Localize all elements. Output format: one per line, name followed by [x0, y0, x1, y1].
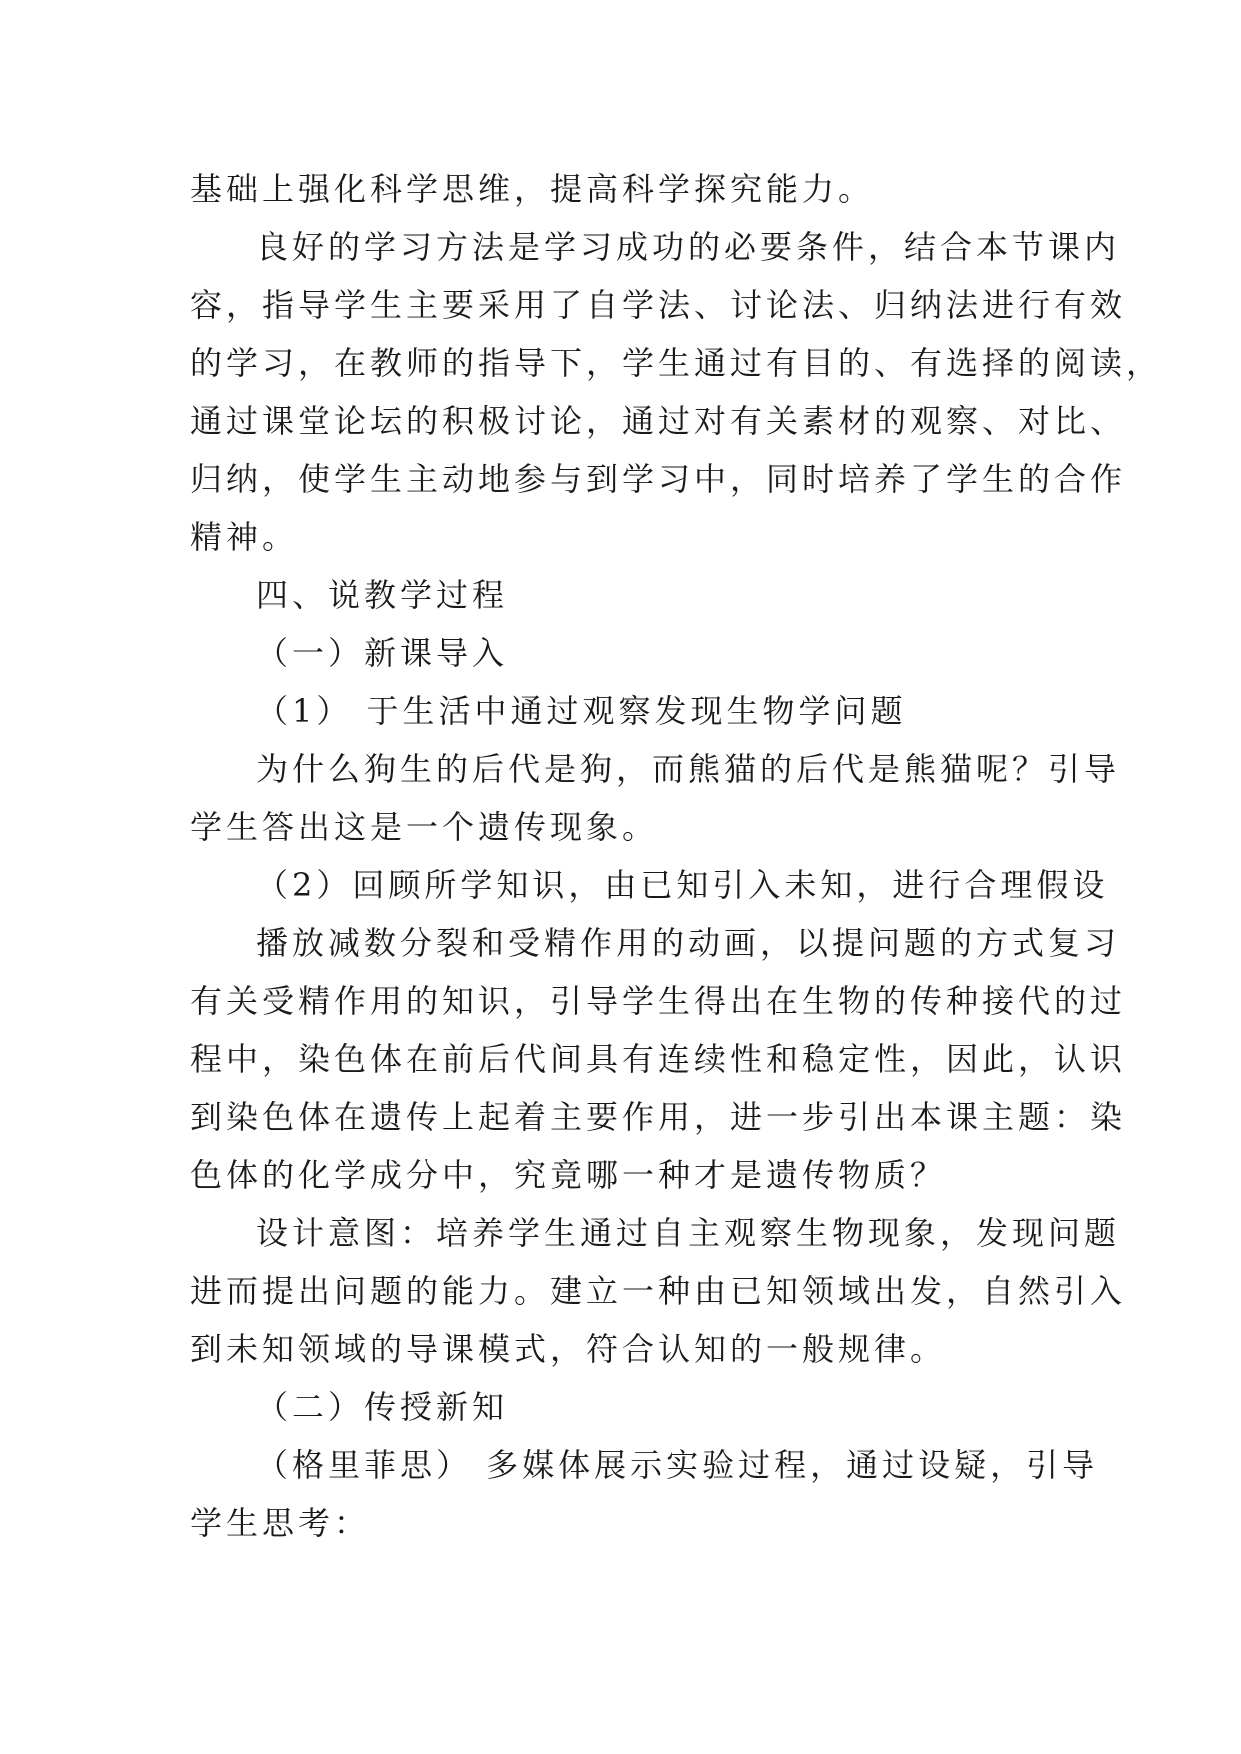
text-line: 到未知领域的导课模式，符合认知的一般规律。: [190, 1330, 947, 1368]
text-line: 色体的化学成分中，究竟哪一种才是遗传物质？: [190, 1156, 947, 1194]
section-heading: 四、说教学过程: [256, 576, 509, 614]
text-line: 容，指导学生主要采用了自学法、讨论法、归纳法进行有效: [190, 286, 1127, 324]
subsection-heading: （一）新课导入: [256, 634, 509, 672]
text-line: 为什么狗生的后代是狗，而熊猫的后代是熊猫呢？引导: [256, 750, 1121, 788]
text-line: 程中，染色体在前后代间具有连续性和稳定性，因此，认识: [190, 1040, 1127, 1078]
text-line: 播放减数分裂和受精作用的动画，以提问题的方式复习: [256, 924, 1121, 962]
text-line: 归纳，使学生主动地参与到学习中，同时培养了学生的合作: [190, 460, 1127, 498]
text-line: 到染色体在遗传上起着主要作用，进一步引出本课主题：染: [190, 1098, 1127, 1136]
text-line: 设计意图：培养学生通过自主观察生物现象，发现问题: [256, 1214, 1121, 1252]
text-line: 进而提出问题的能力。建立一种由已知领域出发，自然引入: [190, 1272, 1127, 1310]
text-line: 基础上强化科学思维，提高科学探究能力。: [190, 170, 875, 208]
text-line: 通过课堂论坛的积极讨论，通过对有关素材的观察、对比、: [190, 402, 1127, 440]
text-line: 良好的学习方法是学习成功的必要条件，结合本节课内: [256, 228, 1121, 266]
text-line: 的学习，在教师的指导下，学生通过有目的、有选择的阅读，: [190, 344, 1163, 382]
document-body: [190, 160, 1163, 1552]
text-line: （格里菲思） 多媒体展示实验过程，通过设疑，引导: [256, 1446, 1099, 1484]
item-heading: （1） 于生活中通过观察发现生物学问题: [256, 692, 907, 730]
text-line: 学生答出这是一个遗传现象。: [190, 808, 659, 846]
text-line: 学生思考：: [190, 1504, 371, 1542]
item-heading: （2）回顾所学知识，由已知引入未知，进行合理假设: [256, 866, 1109, 904]
text-line: 有关受精作用的知识，引导学生得出在生物的传种接代的过: [190, 982, 1127, 1020]
subsection-heading: （二）传授新知: [256, 1388, 509, 1426]
text-line: 精神。: [190, 518, 299, 556]
